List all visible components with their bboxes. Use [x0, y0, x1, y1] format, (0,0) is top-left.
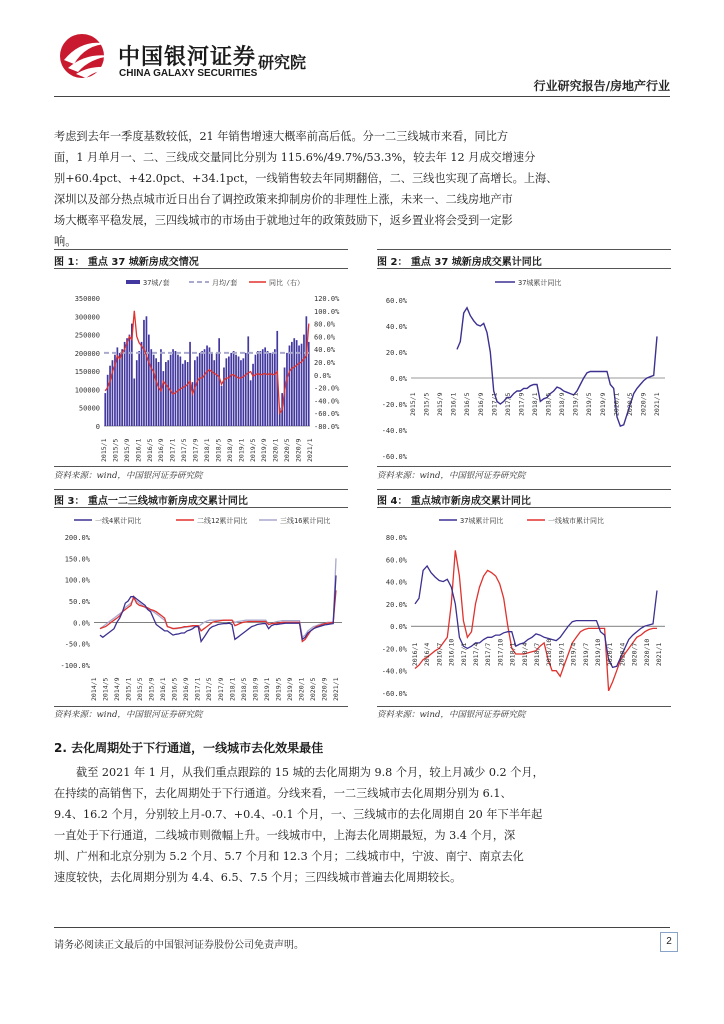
x-tick-label: 2019/4	[569, 642, 578, 667]
x-tick-label: 2017/9	[517, 392, 526, 416]
bar	[267, 351, 269, 426]
fig4-source: 资料来源：wind，中国银河证券研究院	[377, 710, 526, 720]
y-tick-label: -100.0%	[60, 662, 90, 670]
text-line: 在持续的高销售下，去化周期处于下行通道。分线来看，一二三线城市去化周期分别为 6.1、	[54, 787, 512, 800]
fig2-title: 图 2： 重点 37 城新房成交累计同比	[377, 257, 542, 268]
y-tick-label-left: 50000	[78, 404, 100, 413]
legend-label-tier1: 一线城市累计同比	[548, 517, 604, 525]
x-tick-label: 2021/1	[306, 438, 314, 462]
x-tick-label: 2019/10	[594, 638, 602, 667]
x-tick-label: 2016/5	[145, 438, 154, 462]
x-tick-label: 2020/5	[283, 438, 292, 462]
x-tick-label: 2019/5	[274, 677, 283, 701]
text-line: 深圳以及部分热点城市近日出台了调控政策来抑制房价的非理性上涨，未来一、二线房地产市	[54, 193, 513, 206]
company-name-cn: 中国银河证券	[118, 45, 257, 70]
x-tick-label: 2019/1	[237, 438, 246, 462]
x-tick-label: 2015/9	[436, 392, 445, 416]
x-tick-label: 2020/1	[271, 438, 280, 462]
bar	[141, 342, 143, 426]
x-tick-label: 2016/9	[157, 438, 166, 462]
bar	[209, 347, 211, 426]
bar	[226, 358, 228, 426]
fig3-top-rule	[54, 489, 348, 490]
x-tick-label: 2015/5	[111, 438, 120, 462]
x-tick-label: 2017/7	[484, 642, 493, 667]
institute-name: 研究院	[258, 53, 307, 72]
x-tick-label: 2014/1	[90, 677, 98, 701]
bar	[233, 351, 235, 426]
bar	[150, 349, 152, 426]
x-tick-label: 2020/1	[612, 392, 621, 416]
x-tick-label: 2020/9	[639, 392, 648, 416]
bar	[104, 393, 106, 426]
x-tick-label: 2017/10	[496, 638, 505, 667]
x-tick-label: 2016/9	[182, 677, 191, 701]
bar	[250, 380, 252, 426]
bar	[153, 355, 155, 426]
x-tick-label: 2017/1	[168, 438, 177, 462]
y-tick-label-left: 300000	[74, 313, 100, 322]
legend-label: 三线16累计同比	[280, 517, 331, 525]
x-tick-label: 2016/5	[463, 392, 472, 416]
x-tick-label: 2018/9	[225, 438, 234, 462]
x-tick-label: 2016/5	[170, 677, 179, 701]
x-tick-label: 2018/9	[251, 677, 260, 701]
bar	[158, 362, 160, 426]
fig2-top-rule	[377, 249, 671, 250]
x-tick-label: 2020/9	[320, 677, 329, 701]
fig3-bottom-rule	[54, 706, 348, 707]
x-tick-label: 2015/1	[409, 392, 417, 416]
bar	[204, 349, 206, 426]
x-tick-label: 2015/1	[100, 438, 108, 462]
y-tick-label-right: -60.0%	[314, 410, 340, 419]
x-tick-label: 2017/5	[180, 438, 189, 462]
x-tick-label: 2016/7	[435, 642, 444, 667]
fig1-title-rule	[54, 268, 348, 269]
intro-paragraph	[54, 126, 670, 252]
bar	[126, 338, 128, 426]
fig3-title: 图 3： 重点一二三线城市新房成交累计同比	[54, 496, 248, 507]
text-line: 9.4、16.2 个月，分别较上月-0.7、+0.4、-0.1 个月，一、三线城市的去化周期自 20 年下半年起	[54, 808, 543, 821]
y-tick-label: -50.0%	[64, 640, 90, 649]
fig2-title-rule	[377, 268, 671, 269]
fig1-top-rule	[54, 249, 348, 250]
x-tick-label: 2020/1	[606, 642, 615, 667]
series-line-tier1	[415, 550, 657, 690]
bar	[138, 351, 140, 426]
x-tick-label: 2020/7	[630, 642, 639, 667]
x-tick-label: 2019/1	[557, 642, 566, 667]
y-tick-label-right: 40.0%	[314, 346, 336, 355]
chart-tier-city-cumulative-yoy	[54, 509, 348, 703]
bar	[303, 335, 305, 426]
y-tick-label-right: 80.0%	[314, 320, 336, 329]
text-line: 面，1 月单月一、二、三线成交量同比分别为 115.6%/49.7%/53.3%，较去年 12 月成交增速分	[54, 151, 536, 164]
y-tick-label: 100.0%	[64, 576, 90, 585]
x-tick-label: 2020/5	[308, 677, 317, 701]
bar	[293, 338, 295, 426]
bar	[230, 353, 232, 426]
bar	[274, 349, 276, 426]
bar	[129, 335, 131, 426]
x-tick-label: 2016/1	[134, 438, 143, 462]
bar	[216, 353, 218, 426]
bar	[165, 362, 167, 426]
y-tick-label-left: 350000	[74, 295, 100, 303]
y-tick-label: 200.0%	[64, 534, 90, 542]
y-tick-label: 50.0%	[68, 598, 90, 606]
x-tick-label: 2019/5	[585, 392, 594, 416]
x-tick-label: 2015/5	[136, 677, 145, 701]
x-tick-label: 2018/5	[239, 677, 248, 701]
footer-disclaimer: 请务必阅读正文最后的中国银河证券股份公司免责声明。	[54, 940, 304, 951]
x-tick-label: 2018/10	[545, 638, 554, 667]
text-line: 场大概率平稳发展，三四线城市的市场由于就地过年的政策鼓励下，返乡置业将会受到一定影	[54, 214, 513, 227]
fig1-bottom-rule	[54, 466, 348, 467]
y-tick-label: -20.0%	[381, 645, 407, 654]
y-tick-label: 20.0%	[385, 349, 407, 357]
y-tick-label: 40.0%	[385, 578, 407, 587]
header-rule	[54, 96, 670, 97]
x-tick-label: 2018/1	[228, 677, 237, 701]
y-tick-label-right: 100.0%	[314, 307, 340, 316]
x-tick-label: 2018/5	[544, 392, 553, 416]
bar	[289, 346, 291, 427]
text-line: 速度较快，去化周期分别为 4.4、6.5、7.5 个月；三四线城市普遍去化周期较长。	[54, 871, 462, 884]
text-line: 一直处于下行通道，二线城市则微幅上升。一线城市中，上海去化周期最短，为 3.4 个月，深	[54, 829, 516, 842]
x-tick-label: 2019/9	[260, 438, 269, 462]
bar	[243, 358, 245, 426]
y-tick-label-right: 60.0%	[314, 333, 336, 342]
bar	[119, 353, 121, 426]
x-tick-label: 2016/1	[411, 642, 419, 667]
x-tick-label: 2016/9	[476, 392, 485, 416]
y-tick-label-left: 100000	[74, 386, 100, 395]
legend-label-bars: 37城/套	[143, 279, 170, 287]
x-tick-label: 2018/4	[520, 642, 529, 667]
x-tick-label: 2020/10	[642, 638, 651, 667]
x-tick-label: 2021/1	[332, 677, 340, 701]
fig2-bottom-rule	[377, 466, 671, 467]
bar	[136, 360, 138, 426]
bar	[206, 346, 208, 427]
x-tick-label: 2017/9	[191, 438, 200, 462]
x-tick-label: 2016/1	[449, 392, 458, 416]
y-tick-label: 150.0%	[64, 555, 90, 564]
x-tick-label: 2014/5	[101, 677, 110, 701]
text-line: 考虑到去年一季度基数较低，21 年销售增速大概率前高后低。分一二三线城市来看，同比方	[54, 130, 509, 143]
bar	[146, 316, 148, 426]
y-tick-label: -20.0%	[381, 401, 407, 409]
galaxy-logo-icon	[56, 30, 116, 82]
bar	[133, 379, 135, 427]
y-tick-label: 0.0%	[73, 619, 90, 628]
y-tick-label: -40.0%	[381, 427, 407, 435]
section2-title: 2. 去化周期处于下行通道，一线城市去化效果最佳	[54, 741, 324, 755]
x-tick-label: 2014/9	[113, 677, 122, 701]
x-tick-label: 2018/9	[558, 392, 567, 416]
x-tick-label: 2016/1	[159, 677, 168, 701]
x-tick-label: 2020/9	[294, 438, 303, 462]
section2-paragraph	[54, 762, 670, 888]
text-line: 别+60.4pct、+42.0pct、+34.1pct，一线销售较去年同期翻倍，二、三线也实现了高增长。上海、	[54, 172, 558, 185]
bar	[148, 335, 150, 426]
x-tick-label: 2015/9	[122, 438, 131, 462]
bar	[262, 349, 264, 426]
x-tick-label: 2017/4	[472, 642, 480, 667]
x-tick-label: 2017/1	[193, 677, 202, 701]
y-tick-label-right: 20.0%	[314, 359, 336, 367]
legend-label-yoy: 同比（右）	[269, 279, 304, 287]
x-tick-label: 2018/7	[533, 642, 541, 667]
y-tick-label: 80.0%	[385, 534, 407, 542]
bar	[247, 336, 249, 426]
company-logo	[56, 30, 116, 82]
x-tick-label: 2017/1	[459, 642, 468, 667]
bar	[252, 364, 254, 426]
bar	[201, 351, 203, 426]
legend-label: 二线12累计同比	[197, 517, 248, 525]
x-tick-label: 2018/5	[214, 438, 223, 462]
fig2-source: 资料来源：wind，中国银河证券研究院	[377, 471, 526, 481]
y-tick-label-right: -40.0%	[314, 397, 340, 406]
y-tick-label: 40.0%	[385, 323, 407, 331]
text-line: 圳、广州和北京分别为 5.2 个月、5.7 个月和 12.3 个月；二线城市中，宁波、南宁、南京去化	[54, 850, 524, 863]
bar	[172, 349, 174, 426]
company-name-en: CHINA GALAXY SECURITIES	[119, 68, 258, 79]
fig4-title: 图 4： 重点城市新房成交累计同比	[377, 496, 531, 507]
report-type: 行业研究报告/房地产行业	[533, 79, 670, 93]
x-tick-label: 2019/5	[248, 438, 257, 462]
bar	[240, 360, 242, 426]
bar	[255, 355, 257, 426]
y-tick-label: -40.0%	[381, 667, 407, 676]
fig4-bottom-rule	[377, 706, 671, 707]
bar	[187, 362, 189, 426]
y-tick-label-left: 200000	[74, 349, 100, 358]
page-number: 2	[660, 932, 678, 952]
bar	[264, 347, 266, 426]
x-tick-label: 2019/1	[571, 392, 580, 416]
fig1-title: 图 1： 重点 37 城新房成交情况	[54, 257, 199, 268]
x-tick-label: 2018/1	[203, 438, 211, 462]
x-tick-label: 2019/1	[262, 677, 271, 701]
legend-label-37city: 37城累计同比	[460, 517, 504, 525]
bar	[197, 357, 199, 427]
fig3-source: 资料来源：wind，中国银河证券研究院	[54, 710, 203, 720]
x-tick-label: 2021/1	[653, 392, 661, 416]
x-tick-label: 2018/1	[508, 642, 517, 667]
x-tick-label: 2019/9	[285, 677, 294, 701]
bar	[235, 355, 237, 426]
bar	[228, 357, 230, 427]
x-tick-label: 2016/4	[423, 642, 432, 667]
y-tick-label-right: 0.0%	[314, 371, 331, 380]
bar	[223, 368, 225, 427]
bar	[109, 366, 111, 426]
y-tick-label-left: 150000	[74, 368, 100, 377]
x-tick-label: 2017/1	[490, 392, 499, 416]
x-tick-label: 2021/1	[655, 642, 663, 667]
chart-key-city-cumulative-yoy	[377, 509, 671, 703]
y-tick-label-right: -80.0%	[314, 423, 340, 431]
y-tick-label-left: 250000	[74, 331, 100, 340]
x-tick-label: 2019/7	[581, 642, 590, 667]
bar	[184, 360, 186, 426]
bar	[286, 353, 288, 426]
bar	[306, 316, 308, 426]
bar	[143, 320, 145, 426]
chart-37-city-cumulative-yoy	[377, 270, 671, 464]
bar	[301, 344, 303, 426]
y-tick-label: -60.0%	[381, 690, 407, 698]
x-tick-label: 2017/5	[503, 392, 512, 416]
x-tick-label: 2019/9	[598, 392, 607, 416]
bar	[124, 342, 126, 426]
y-tick-label: 20.0%	[385, 600, 407, 609]
bar	[291, 342, 293, 426]
bar	[211, 353, 213, 426]
fig1-source: 资料来源：wind，中国银河证券研究院	[54, 471, 203, 481]
x-tick-label: 2016/10	[447, 638, 456, 667]
footer-rule	[54, 927, 670, 928]
fig3-title-rule	[54, 507, 348, 508]
bar	[260, 351, 262, 426]
x-tick-label: 2020/5	[625, 392, 634, 416]
bar	[218, 338, 220, 426]
bar	[163, 371, 165, 426]
bar	[221, 386, 223, 426]
bar	[194, 360, 196, 426]
bar	[298, 346, 300, 427]
legend-label: 一线4累计同比	[95, 517, 142, 525]
bar	[245, 353, 247, 426]
legend-swatch-bars	[126, 280, 140, 284]
bar	[308, 342, 310, 426]
y-tick-label: 0.0%	[390, 375, 407, 383]
y-tick-label-right: -20.0%	[314, 384, 340, 393]
bar	[272, 353, 274, 426]
y-tick-label: 0.0%	[390, 623, 407, 632]
x-tick-label: 2020/1	[297, 677, 306, 701]
y-tick-label-left: 0	[95, 423, 100, 431]
bar	[213, 360, 215, 426]
bar	[121, 349, 123, 426]
bar	[155, 358, 157, 426]
bar	[175, 351, 177, 426]
text-line: 响。	[54, 235, 77, 248]
bar	[269, 353, 271, 426]
bar	[257, 351, 259, 426]
text-line: 截至 2021 年 1 月，从我们重点跟踪的 15 城的去化周期为 9.8 个月，较上月减少 0.2 个月，	[76, 766, 544, 779]
bar	[167, 360, 169, 426]
bar	[182, 364, 184, 426]
y-tick-label: 60.0%	[385, 297, 407, 305]
x-tick-label: 2018/1	[531, 392, 539, 416]
fig4-title-rule	[377, 507, 671, 508]
x-tick-label: 2017/5	[205, 677, 214, 701]
y-tick-label-right: 120.0%	[314, 295, 340, 303]
x-tick-label: 2015/5	[422, 392, 431, 416]
series-line-tier1	[100, 575, 336, 641]
bar	[199, 353, 201, 426]
y-tick-label: -60.0%	[381, 453, 407, 461]
chart-37-city-sales	[54, 270, 348, 464]
bar	[107, 375, 109, 426]
legend-label-average: 月均/套	[212, 279, 238, 287]
bar	[238, 357, 240, 427]
x-tick-label: 2020/4	[618, 642, 627, 667]
x-tick-label: 2017/9	[216, 677, 225, 701]
x-tick-label: 2015/9	[147, 677, 156, 701]
fig4-top-rule	[377, 489, 671, 490]
x-tick-label: 2015/1	[124, 677, 133, 701]
y-tick-label: 60.0%	[385, 556, 407, 565]
bar	[180, 357, 182, 427]
legend-label-37city: 37城累计同比	[518, 279, 562, 287]
